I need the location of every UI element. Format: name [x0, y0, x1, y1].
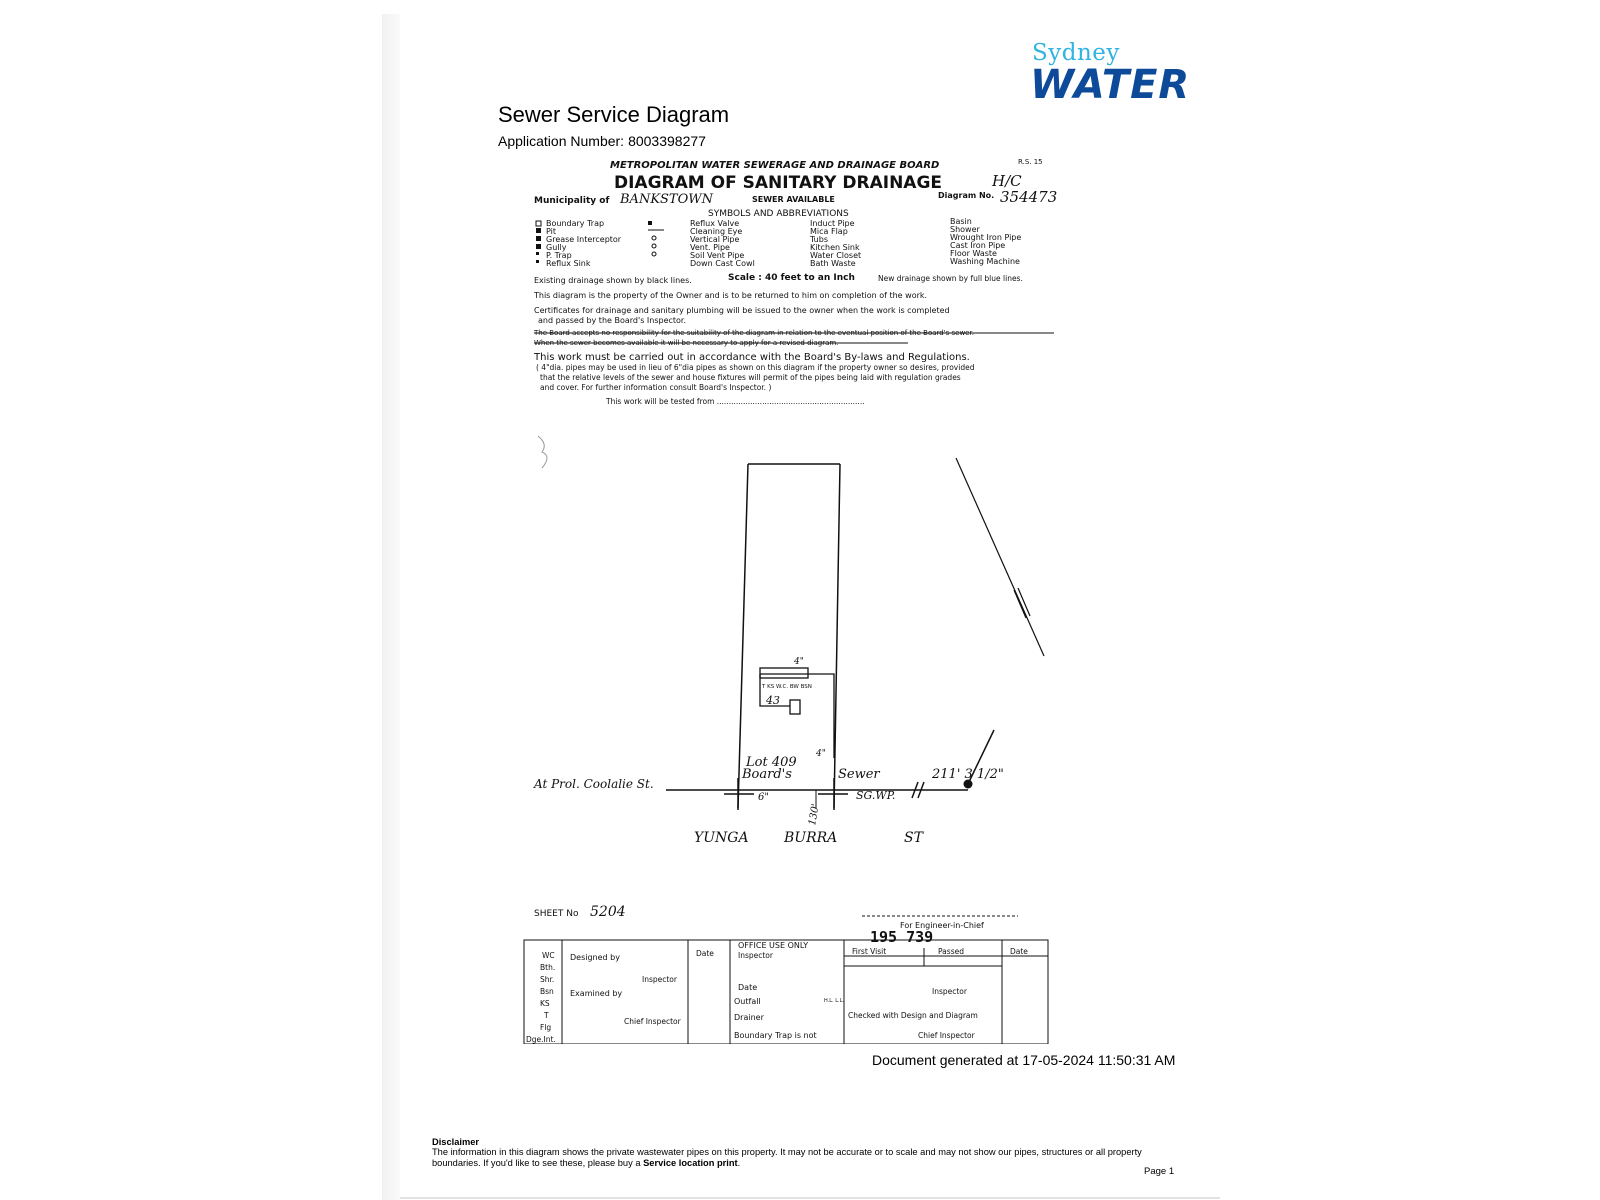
legend-vertical-pipe: Vertical Pipe: [690, 235, 740, 244]
sewer-main: [666, 730, 994, 798]
diagram-svg: [498, 158, 1100, 1044]
legend-heading: SYMBOLS AND ABBREVIATIONS: [708, 209, 849, 219]
house-outline: [760, 668, 834, 758]
drainer-label: Drainer: [734, 1013, 764, 1022]
house-number: 43: [766, 694, 780, 707]
legend-vent-pipe: Vent. Pipe: [690, 243, 730, 252]
logo-water-text: WATER: [1030, 62, 1191, 108]
legend-water-closet: Water Closet: [810, 251, 862, 260]
page-bottom-edge: [400, 1197, 1220, 1199]
sheet-label: SHEET No: [534, 909, 579, 919]
legend-basin: Basin: [950, 217, 972, 226]
diagram-no-value: 354473: [1000, 188, 1058, 206]
legend-gully: Gully: [546, 243, 567, 252]
fixture-bsn: Bsn: [540, 987, 554, 996]
boards-label: Board's: [742, 767, 792, 782]
chief-inspector-label: Chief Inspector: [624, 1017, 681, 1026]
scale-note: Scale : 40 feet to an Inch: [728, 273, 855, 283]
scan-mark: [538, 436, 547, 468]
page-edge-shadow: [382, 14, 402, 1200]
designed-by-label: Designed by: [570, 953, 620, 962]
street-name-part-1: YUNGA: [694, 830, 749, 846]
disclaimer-title: Disclaimer: [432, 1137, 480, 1147]
municipality-label: Municipality of: [534, 196, 610, 206]
certificates-line-2: and passed by the Board's Inspector.: [538, 316, 687, 325]
fixture-flg: Flg: [540, 1023, 552, 1032]
legend-kitchen-sink: Kitchen Sink: [810, 243, 860, 252]
legend-wrought-iron-pipe: Wrought Iron Pipe: [950, 233, 1022, 242]
legend-soil-vent-pipe: Soil Vent Pipe: [690, 251, 745, 260]
pipes-note-line-1: ( 4"dia. pipes may be used in lieu of 6"dia pipes as shown on this diagram if the property owner so desires, provided: [536, 363, 975, 372]
fixture-column: [526, 951, 556, 1044]
page-title: Sewer Service Diagram: [498, 102, 730, 127]
service-location-print-link[interactable]: Service location print: [643, 1157, 738, 1168]
legend-washing-machine: Washing Machine: [950, 257, 1020, 266]
diagram-no-label: Diagram No.: [938, 191, 995, 200]
legend-floor-waste: Floor Waste: [950, 249, 997, 258]
legend-mica-flap: Mica Flap: [810, 227, 848, 236]
disclaimer-text: The information in this diagram shows the private wastewater pipes on this property. It may not be accurate or to scale and may not show our pipes, structures or all property boundaries. If you'd like to see these, please buy a: [432, 1147, 1142, 1168]
disclaimer-end: .: [737, 1157, 741, 1168]
municipality-value: BANKSTOWN: [620, 192, 713, 207]
office-use-heading: OFFICE USE ONLY: [738, 941, 809, 950]
inspector-label: Inspector: [642, 975, 677, 984]
scanned-drainage-diagram: [498, 158, 1100, 1044]
distance-label: 211' 3 1/2": [932, 767, 1004, 782]
checked-with-label: Checked with Design and Diagram: [848, 1011, 978, 1020]
four-inch-label-top: 4": [794, 657, 804, 667]
application-number-line: [498, 133, 706, 149]
first-visit-label: First Visit: [852, 947, 887, 956]
legend-tubs: Tubs: [810, 235, 828, 244]
legend-down-cast-cowl: Down Cast Cowl: [690, 259, 755, 268]
date-column-label: Date: [696, 949, 714, 958]
struck-note-line-1: The Board accepts no responsibility for the suitability of the diagram in relation to the eventual position of the Board's sewer.: [534, 329, 974, 337]
hl-ll-label: H.L. L.L.: [824, 998, 844, 1004]
legend-shower: Shower: [950, 225, 980, 234]
struck-note-line-2: When the sewer becomes available it will be necessary to apply for a revised diagram.: [534, 339, 839, 347]
property-note: This diagram is the property of the Owner and is to be returned to him on completion of the work.: [534, 291, 928, 300]
legend-induct-pipe: Induct Pipe: [810, 219, 855, 228]
inspector-column-label: Inspector: [738, 951, 773, 960]
pipes-note-line-3: and cover. For further information consult Board's Inspector. ): [540, 383, 772, 392]
boundary-trap-label: Boundary Trap is not: [734, 1031, 817, 1040]
legend-reflux-valve: Reflux Valve: [690, 219, 740, 228]
fixture-t: T: [544, 1011, 549, 1020]
pipes-note-line-2: that the relative levels of the sewer and house fixtures will permit of the pipes being laid with regulation grades: [540, 373, 961, 382]
generated-label: Document generated at: [872, 1052, 1019, 1068]
board-name: METROPOLITAN WATER SEWERAGE AND DRAINAGE BOARD: [610, 160, 940, 171]
fixture-dge-int: Dge.Int.: [526, 1035, 556, 1044]
sydney-water-logo: [1030, 40, 1190, 106]
date-column-label-right: Date: [1010, 947, 1028, 956]
fixture-labels: T KS W.C. BW BSN: [762, 684, 812, 690]
date-row-label: Date: [738, 983, 758, 992]
legend-column-1: [546, 219, 622, 268]
legend-column-2: [690, 219, 755, 268]
chief-inspector-label-right: Chief Inspector: [918, 1031, 975, 1040]
legend-cast-iron-pipe: Cast Iron Pipe: [950, 241, 1006, 250]
legend-bath-waste: Bath Waste: [810, 259, 856, 268]
form-code: R.S. 15: [1018, 158, 1043, 166]
fixture-wc: WC: [542, 951, 555, 960]
sewer-label: Sewer: [838, 767, 880, 782]
application-number-value: 8003398277: [628, 133, 706, 149]
road-width-label: 130': [807, 803, 822, 827]
inspector-label-right: Inspector: [932, 987, 967, 996]
fixture-bth: Bth.: [540, 963, 556, 972]
generated-timestamp: 17-05-2024 11:50:31 AM: [1022, 1052, 1176, 1068]
certificates-line-1: Certificates for drainage and sanitary plumbing will be issued to the owner when the work is completed: [534, 306, 950, 315]
pipe-size-label: 6": [758, 792, 769, 803]
fixture-shr: Shr.: [540, 975, 555, 984]
street-name-part-3: ST: [904, 830, 923, 846]
stamp-number: 195 739: [870, 928, 934, 946]
existing-drainage-note: Existing drainage shown by black lines.: [534, 276, 692, 285]
document-generated-line: [872, 1052, 1175, 1068]
fixture-ks: KS: [540, 999, 550, 1008]
legend-column-3: [809, 219, 861, 268]
examined-by-label: Examined by: [570, 989, 623, 998]
sewer-status: SEWER AVAILABLE: [752, 195, 835, 204]
hc-mark: H/C: [992, 172, 1022, 190]
passed-label: Passed: [938, 947, 964, 956]
new-drainage-note: New drainage shown by full blue lines.: [878, 274, 1023, 283]
street-name-part-2: BURRA: [784, 830, 838, 846]
legend-p-trap: P. Trap: [546, 251, 572, 260]
legend-grease-interceptor: Grease Interceptor: [546, 235, 622, 244]
lot-label: Lot 409: [746, 755, 797, 770]
logo-sydney-text: Sydney: [1032, 40, 1120, 66]
sheet-number: 5204: [590, 904, 626, 920]
diagram-title: DIAGRAM OF SANITARY DRAINAGE: [614, 173, 943, 193]
engineer-line: For Engineer-in-Chief: [900, 921, 984, 930]
application-number-label: Application Number:: [498, 133, 625, 149]
diagonal-boundary: [956, 458, 1044, 656]
legend-cleaning-eye: Cleaning Eye: [690, 227, 743, 236]
outfall-label: Outfall: [734, 997, 761, 1006]
page-number: Page 1: [1144, 1166, 1175, 1177]
four-inch-label-bottom: 4": [816, 749, 826, 759]
prol-street-label: At Prol. Coolalie St.: [534, 777, 654, 791]
disclaimer: [432, 1137, 1172, 1168]
legend-reflux-sink: Reflux Sink: [546, 259, 591, 268]
pipe-spec-label: SG.WP.: [856, 789, 896, 802]
legend-boundary-trap: Boundary Trap: [546, 219, 605, 228]
legend-column-4: [950, 217, 1021, 266]
bylaws-note: This work must be carried out in accordance with the Board's By-laws and Regulations.: [534, 352, 970, 363]
tested-from-note: This work will be tested from ..............................................................: [606, 397, 865, 406]
legend-pit: Pit: [546, 227, 557, 236]
